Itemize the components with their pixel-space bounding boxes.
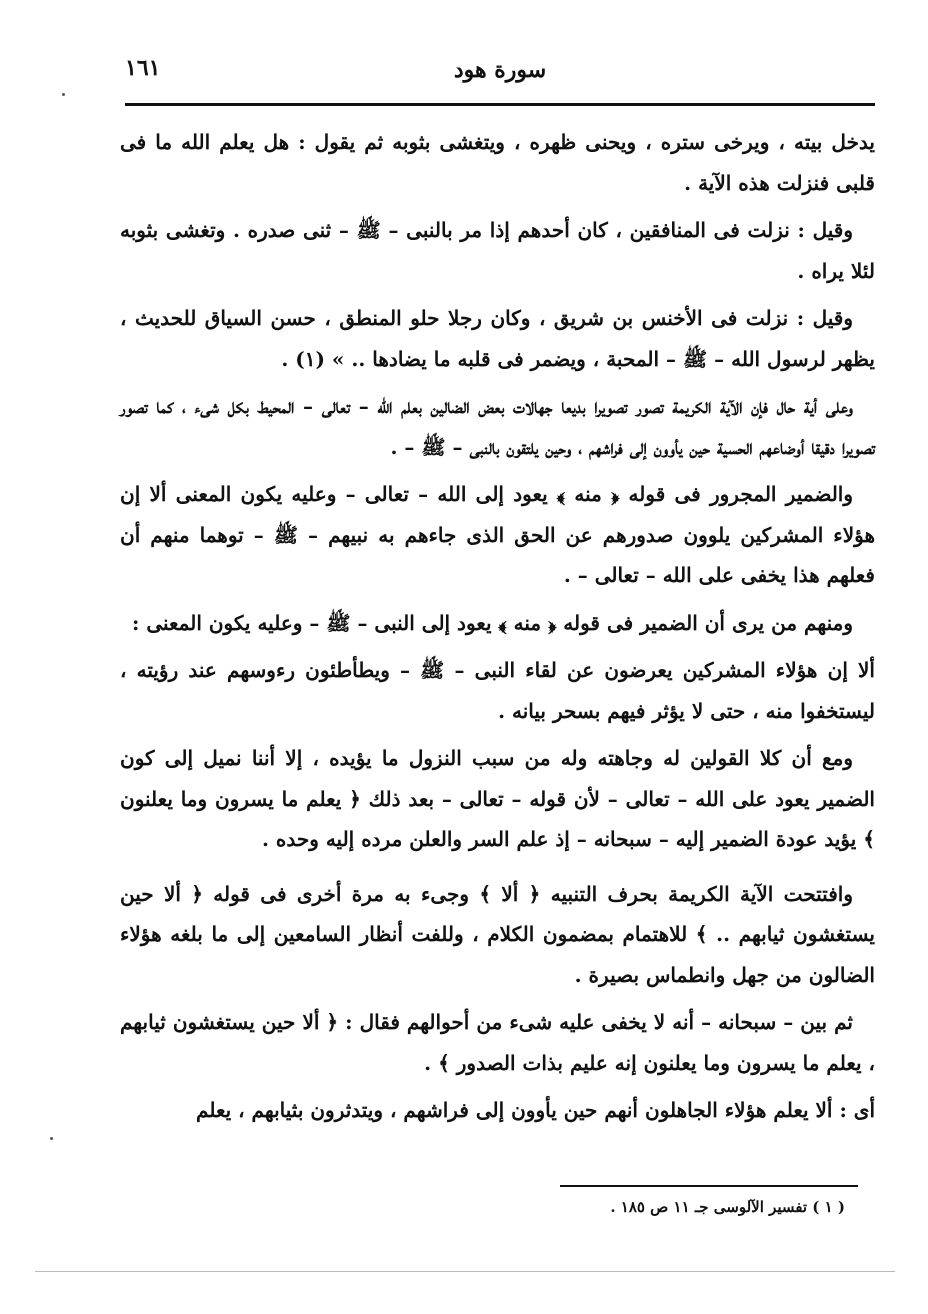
paragraph: وافتتحت الآية الكريمة بحرف التنبيه ﴿ ألا ﴾ وجىء به مرة أخرى فى قوله ﴿ ألا حين يستغشون ثيابهم .. ﴾ للاهتمام بمضمون الكلام ، وللفت أنظار السامعين إلى ما بلغه هؤلاء الضالون من جهل وانطماس بصيرة . (120, 881, 875, 987)
scan-speck (62, 93, 65, 96)
header-rule (125, 103, 875, 106)
scan-edge-line (35, 1271, 895, 1272)
paragraph: أى : ألا يعلم هؤلاء الجاهلون أنهم حين يأوون إلى فراشهم ، ويتدثرون بثيابهم ، يعلم (196, 1098, 875, 1122)
paragraph: ومنهم من يرى أن الضمير فى قوله ﴿ منه ﴾ يعود إلى النبى – ﷺ – وعليه يكون المعنى : (131, 610, 853, 635)
paragraph: يدخل بيته ، ويرخى ستره ، ويحنى ظهره ، ويتغشى بثوبه ثم يقول : هل يعلم الله ما فى قلبى فنزلت هذه الآية . (120, 130, 875, 195)
paragraph: ومع أن كلا القولين له وجاهته وله من سبب النزول ما يؤيده ، إلا أننا نميل إلى كون الضمير يعود على الله – تعالى – لأن قوله – تعالى – بعد ذلك ﴿ يعلم ما يسرون وما يعلنون ﴾ يؤيد عودة الضمير إليه – سبحانه – إذ علم السر والعلن مرده إليه وحده . (120, 746, 875, 851)
scan-speck (50, 1137, 53, 1140)
paragraph: ألا إن هؤلاء المشركين يعرضون عن لقاء النبى – ﷺ – ويطأطئون رءوسهم عند رؤيته ، ليستخفوا منه ، حتى لا يؤثر فيهم بسحر بيانه . (120, 658, 875, 723)
footnote: ( ١ ) تفسير الآلوسى جـ ١١ ص ١٨٥ . (610, 1198, 845, 1216)
paragraph: وقيل : نزلت فى المنافقين ، كان أحدهم إذا مر بالنبى – ﷺ – ثنى صدره . وتغشى بثوبه لئلا يراه . (120, 218, 875, 283)
surah-title: سورة هود (453, 57, 547, 83)
paragraph: وعلى أية حال فإن الآية الكريمة تصور تصويرا بديعا جهالات بعض الضالين بعلم الله – تعالى – المحيط بكل شىء ، كما تصور تصويرا دقيقا أوضاعهم الحسية حين يأوون إلى فراشهم ، وحين يلتقون بالنبى – ﷺ – . (120, 394, 875, 459)
footnote-rule (560, 1185, 858, 1187)
page-header (125, 55, 875, 99)
paragraph: وقيل : نزلت فى الأخنس بن شريق ، وكان رجلا حلو المنطق ، حسن السياق للحديث ، يظهر لرسول الله – ﷺ – المحبة ، ويضمر فى قلبه ما يضادها .. » (١) . (120, 306, 875, 371)
paragraph: والضمير المجرور فى قوله ﴿ منه ﴾ يعود إلى الله – تعالى – وعليه يكون المعنى ألا إن هؤلاء المشركين يلوون صدورهم عن الحق الذى جاءهم به نبيهم – ﷺ – توهما منهم أن فعلهم هذا يخفى على الله – تعالى – . (120, 482, 875, 587)
page-body (120, 122, 875, 1138)
page-number: ١٦١ (125, 55, 161, 81)
paragraph: ثم بين – سبحانه – أنه لا يخفى عليه شىء من أحوالهم فقال : ﴿ ألا حين يستغشون ثيابهم ، يعلم ما يسرون وما يعلنون إنه عليم بذات الصدور ﴾ . (120, 1010, 875, 1075)
